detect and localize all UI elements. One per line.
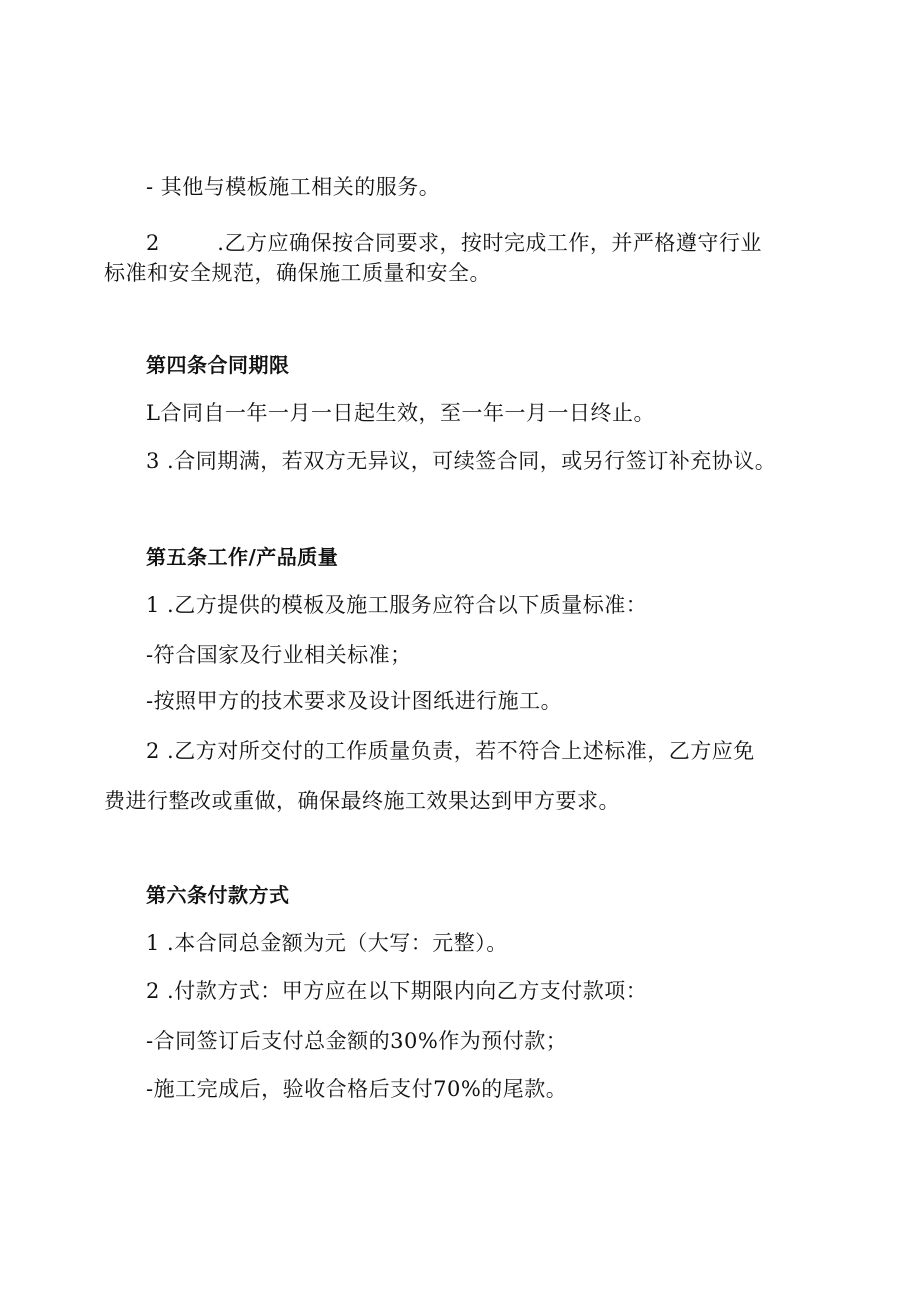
section-heading: 第五条工作/产品质量	[146, 545, 339, 569]
section-heading: 第六条付款方式	[146, 883, 290, 907]
clause-item-continuation: 费进行整改或重做，确保最终施工效果达到甲方要求。	[104, 789, 620, 813]
clause-item: 2 .乙方对所交付的工作质量负责，若不符合上述标准，乙方应免	[146, 739, 755, 763]
clause-item-continuation: 标准和安全规范，确保施工质量和安全。	[104, 261, 491, 285]
bullet-line: -合同签订后支付总金额的30%作为预付款；	[146, 1029, 568, 1053]
clause-item: 1 .乙方提供的模板及施工服务应符合以下质量标准：	[146, 593, 648, 617]
bullet-line: -符合国家及行业相关标准；	[146, 643, 412, 667]
bullet-line: - 其他与模板施工相关的服务。	[146, 175, 441, 199]
bullet-line: -按照甲方的技术要求及设计图纸进行施工。	[146, 689, 563, 713]
clause-item: 1 .本合同总金额为元（大写：元整）。	[146, 931, 508, 955]
bullet-line: -施工完成后，验收合格后支付70%的尾款。	[146, 1077, 568, 1101]
section-heading: 第四条合同期限	[146, 353, 290, 377]
clause-item: L合同自一年一月一日起生效，至一年一月一日终止。	[146, 401, 655, 425]
clause-item: 2 .乙方应确保按合同要求，按时完成工作，并严格遵守行业	[146, 231, 762, 255]
clause-item: 2 .付款方式：甲方应在以下期限内向乙方支付款项：	[146, 979, 648, 1003]
clause-item: 3 .合同期满，若双方无异议，可续签合同，或另行签订补充协议。	[146, 449, 777, 473]
